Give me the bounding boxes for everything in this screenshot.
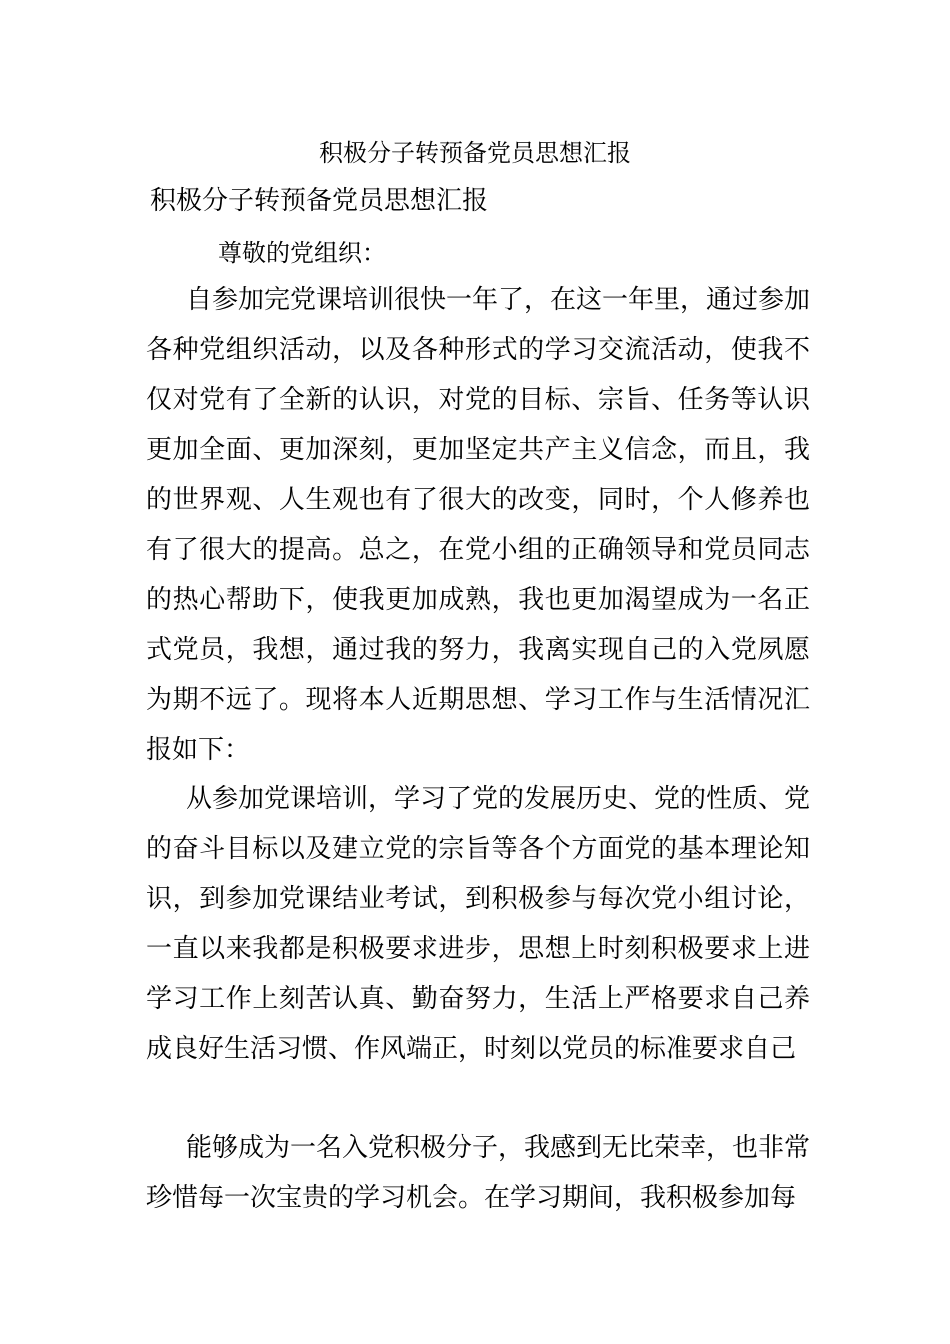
salutation: 尊敬的党组织：	[218, 239, 386, 267]
paragraph-3: 能够成为一名入党积极分子，我感到无比荣幸，也非常珍惜每一次宝贵的学习机会。在学习期间，我积极参加每	[146, 1133, 811, 1213]
paragraph-1: 自参加完党课培训很快一年了，在这一年里，通过参加各种党组织活动，以及各种形式的学习交流活动，使我不仅对党有了全新的认识，对党的目标、宗旨、任务等认识更加全面、更加深刻，更加坚定共产主义信念，而且，我的世界观、人生观也有了很大的改变，同时，个人修养也有了很大的提高。总之，在党小组的正确领导和党员同志的热心帮助下，使我更加成熟，我也更加渴望成为一名正式党员，我想，通过我的努力，我离实现自己的入党夙愿为期不远了。现将本人近期思想、学习工作与生活情况汇报如下：	[146, 285, 811, 765]
document-title: 积极分子转预备党员思想汇报	[319, 139, 631, 167]
document-subtitle: 积极分子转预备党员思想汇报	[150, 186, 489, 216]
paragraph-2: 从参加党课培训，学习了党的发展历史、党的性质、党的奋斗目标以及建立党的宗旨等各个方面党的基本理论知识，到参加党课结业考试，到积极参与每次党小组讨论，一直以来我都是积极要求进步，思想上时刻积极要求上进学习工作上刻苦认真、勤奋努力，生活上严格要求自己养成良好生活习惯、作风端正，时刻以党员的标准要求自己	[146, 784, 811, 1064]
